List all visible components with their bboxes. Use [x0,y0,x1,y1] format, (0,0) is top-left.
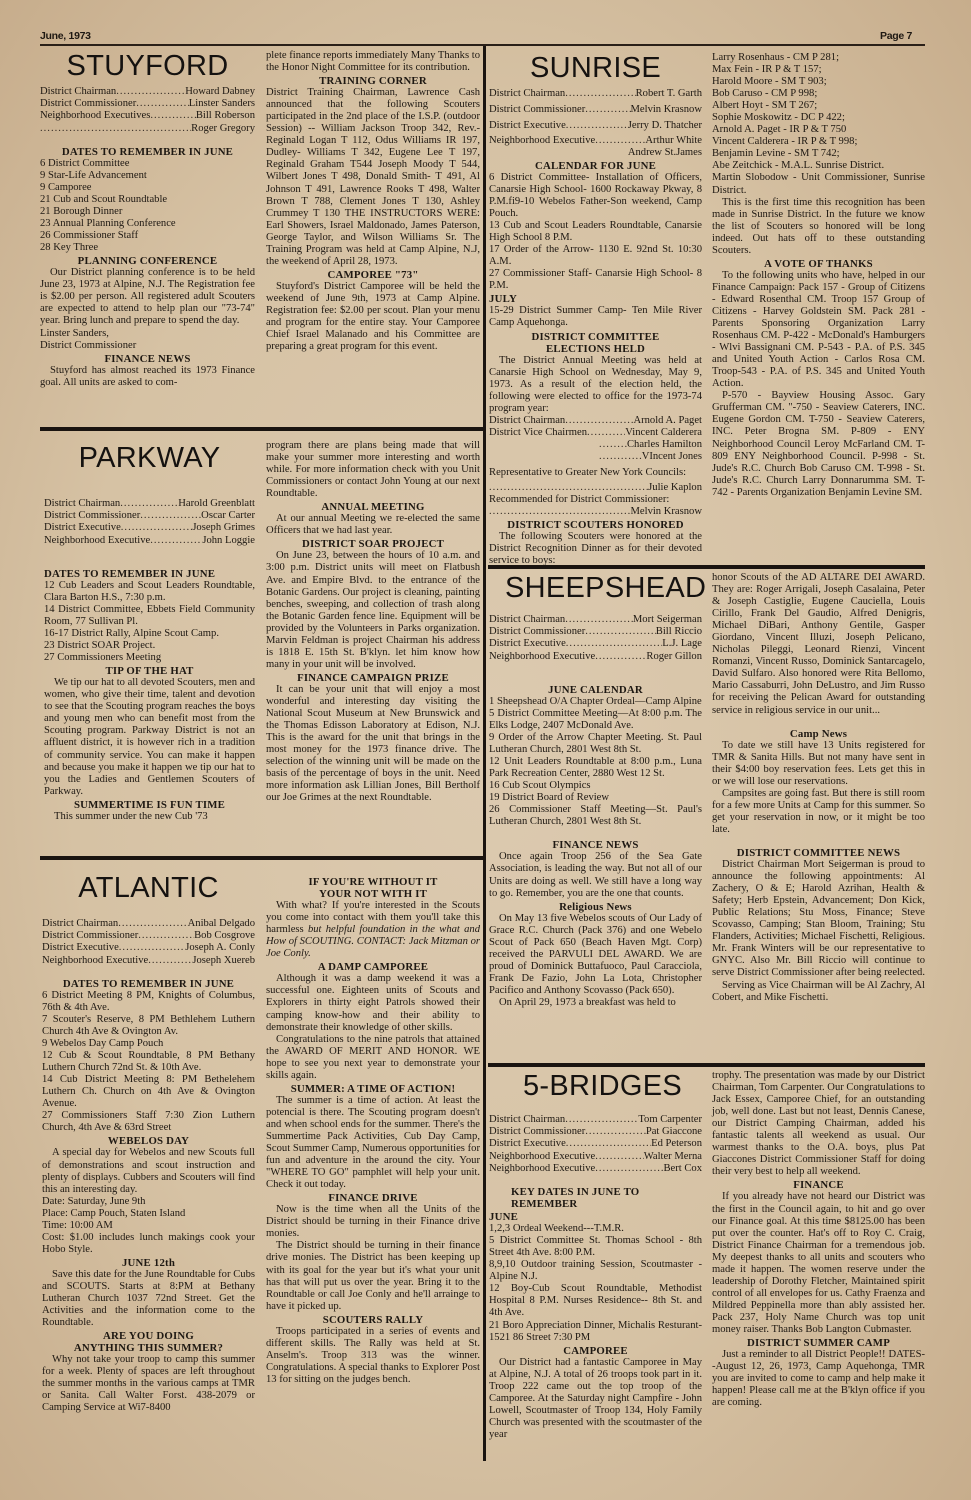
date-item: 6 District Committee [40,157,130,169]
date-item: 12 Cub Leaders and Scout Leaders Roundtable, Clara Barton H.S., 7:30 p.m. [44,579,255,603]
officer-row: District Chairman ..... Mort Seigerman [489,614,702,626]
article-text: Just a reminder to all District People!! DATES--August 12, 26, 1973, Camp Aquehonga, TMR you are invited to come to camp and help make it happen! Please call me at the B'klyn office if you are coming. [712,1349,925,1409]
section-heading: KEY DATES IN JUNE TO REMEMBER [511,1186,640,1211]
officer-row: District Commissioner ..... Melvin Krasnow [489,104,702,116]
article-text: Once again Troop 256 of the Sea Gate Association, is leading the way. But not all of our Units are doing as well. We still have a long way to go. Remember, you are the one that counts. [489,851,702,899]
section-heading: DISTRICT SUMMER CAMP [747,1337,890,1350]
section-divider [488,1063,925,1067]
date-item: 9 Webelos Day Camp Pouch [42,1038,164,1050]
article-text: program there are plans being made that will make your summer more interesting and worth while. For more information check with you Unit Commissioners or contact John Young at our next Roundtable. [266,440,480,500]
article-text: On May 13 five Webelos scouts of Our Lady of Grace R.C. Church (Pack 376) and one Webelo Scout of Pack 650 (Beach Haven Mgt. Corp) received the PARVULI DEL AWARD. We are proud of Dominick Buttafuoco, Paul Caracciola, Frank De Fazio, John La Lota, Christopher Pacifico and Anthony Scovasso (Pack 650). [489,912,702,996]
section-heading: FINANCE NEWS [552,839,639,852]
calendar-item: 19 District Board of Review [489,792,610,804]
article-text: We tip our hat to all devoted Scouters, men and women, who give their time, talent and devotion to see that the Scouting program reaches the boys and young men who can benefit most from the Scouting program. Parkway District is not an affluent district, it is however rich in a tradition of community service. You can make it happen and because you make it happen we tip our hat to you the Ladies and Gentlemen Scouters of Parkway. [44,677,255,797]
event-detail: Place: Camp Pouch, Staten Island [42,1207,186,1219]
section-heading: DATES TO REMEMBER IN JUNE [61,145,234,158]
calendar-item: 6 District Committee- Installation of Officers, Canarsie High School- 1600 Rockaway Pkway, 8 P.M.fi9-10 Webelos Father-Son weekend, Camp Pouch. [489,171,702,220]
officer-row: District Commissioner ..... Oscar Carter [44,510,255,522]
article-text: Save this date for the June Roundtable for Cubs and SCOUTS. Starts at 8:PM at Bethany Lutheran Church 1037 72nd Street. Get the Activities and the information come to the Roundtable. [42,1268,255,1329]
calendar-item: 1 Sheepshead O/A Chapter Ordeal—Camp Alpine [489,695,702,707]
section-heading: FINANCE NEWS [104,352,191,365]
officer-row: Neighborhood Executive ..... Bert Cox [489,1163,702,1175]
signature: Linster Sanders, [40,327,109,339]
section-heading: FINANCE DRIVE [328,1192,418,1205]
date-item: 21 Boro Appreciation Dinner, Michalis Resturant- 1521 86 Street 7:30 PM [489,1319,702,1343]
officer-row: District Executive ..... L.J. Lage [489,638,702,650]
page-number: Page 7 [880,30,913,42]
honored-item: Abe Zeitchick - M.A.L. Sunrise District. [712,160,885,172]
article-text: Recommended for District Commissioner: [489,493,670,505]
honored-item: Benjamin Levine - SM T 742; [712,148,840,160]
date-item: 12 Cub & Scout Roundtable, 8 PM Bethany Luthern Church 72nd St. & 10th Ave. [42,1050,255,1074]
calendar-item: 26 Commissioner Staff Meeting—St. Paul's Lutheran Church, 2801 West 8th St. [489,804,702,828]
officer-row: District Commissioner ..... Bill Riccio [489,626,702,638]
article-text: It can be your unit that will enjoy a most wonderful and interesting day visiting the National Scout Museum at New Brunswick and the Thomas Edisson Laboratory at Edison, N.J. This is the award for the unit that brings in the most money for the 1973 finance drive. The selection of the winning unit will be made on the basis of the percentage of boys in the unit. Need more information ask Lillian Jones, Bill Bertholf our Joe Grimes at the next Roundtable. [266,683,480,804]
section-heading: DISTRICT SCOUTERS HONORED [507,519,684,532]
officer-row: ..... Julie Kaplon [489,482,702,494]
section-heading: JUNE CALENDAR [548,683,643,696]
officer-row: District Chairman ..... Anibal Delgado [42,918,255,930]
honored-item: Harold Moore - SM T 903; [712,76,827,88]
section-heading: JUNE [489,1211,518,1224]
section-heading: SCOUTERS RALLY [322,1313,424,1326]
section-heading: DATES TO REMEMBER IN JUNE [62,977,235,990]
article-text: trophy. The presentation was made by our District Chairman, Tom Carpenter. Our Congratulations to Jack Essex, Camporee Chief, for an outstanding job, well done. Last but not least, Dennis Canese, our District Camping Chairman, added his fantastic talents all weekend as usual. Our warmest thanks to the O.A. boys, plus Pat Giaccones District Commissioner Staff for doing their very best to help all weekend. [712,1070,925,1178]
article-text: honor Scouts of the AD ALTARE DEI AWARD. They are: Roger Arrigali, Joseph Casalaina, Peter & Joseph Castiglie, Eugene Cauciella, Louis Cirillo, Frank Del Gaudio, Alfred Denigris, Michael DiBari, Anthony Gentile, Gasper Giordano, Vincent Illuzi, Joseph Pelicano, Nicholas Pileggi, Leonard Rienzi, Vincent Romanzi, Vincent Russo, Dominick Santarcagelo, David Sulfaro. Also honored were Rita Bellomo, Mario Cassaburri, John DeLustro, and Jim Russo for receiving the Pelican Award for outstanding service in religious service in our unit... [712,572,925,716]
date-item: 14 District Committee, Ebbets Field Community Room, 77 Sullivan Pl. [44,603,255,627]
article-text: Why not take your troop to camp this summer for a week. Plenty of spaces are left throughout the summer months in the various camps at TMR or Sanita. Call Walter Forst. 438-2079 or Camping Service at Wi7-8400 [42,1354,255,1414]
district-title: PARKWAY [78,442,221,474]
honored-item: Martin Slobodow - Unit Commissioner, Sunrise District. [712,172,925,196]
section-heading: Religious News [559,900,632,913]
issue-date: June, 1973 [40,30,91,42]
article-text: Although it was a damp weekend it was a successful one. Eighteen units of Scouts and Explorers in thirty eight Patrols showed their camping know-how and their ability to demonstrate their knowledge of other skills. [266,973,480,1033]
calendar-item: 9 Order of the Arrow Chapter Meeting. St. Paul Lutheran Church, 2801 West 8th St. [489,732,702,756]
article-text: P-570 - Bayview Housing Assoc. Gary Grufferman CM. "-750 - Seaview Caterers, INC. Eugene Gordon CM. T-750 - Seaview Caterers, INC. Peter Brogna SM. P-809 - ENY Neighborhood Council Leroy McFarland CM. T-809 ENY Neighborhood Council. P-998 - St. Jude's R.C. Church Bob Caruso CM. T-998 - St. Jude's R.C. Church Larry Donnarumma SM. T-742 - Parents Organization Benjamin Levine SM. [712,390,925,498]
officer-name: Andrew St.James [627,146,702,158]
date-item: 1,2,3 Ordeal Weekend---T.M.R. [489,1223,624,1235]
section-heading: A VOTE OF THANKS [764,257,873,270]
section-heading: ELECTIONS HELD [545,342,646,355]
date-item: 23 Annual Planning Conference [40,218,176,230]
article-text: Our District planning conference is to be held June 23, 1973 at Alpine, N.J. The Registration fee is $2.00 per person. All registered adult Scouters are expected to attend to help plan our "73-74" year. Bring lunch and prepare to spend the day. [40,267,255,327]
officer-row: District Executive ..... Ed Peterson [489,1138,702,1150]
article-text: The following Scouters were honored at the District Recognition Dinner as for their devoted service to boys: [489,531,702,567]
honored-item: Arnold A. Paget - IR P & T 750 [712,124,847,136]
date-item: 7 Scouter's Reserve, 8 PM Bethlehem Luthern Church 4th Ave & Ovington Av. [42,1013,255,1037]
article-text: If you already have not heard our District was the first in the Council again, to hit and go over our Finance goal. At this time $8125.00 has been put over the counter. Hat's off to Roy C. Craig, District Finance Chairman for a tremendous job. My deepest thanks to all units and scouters who made it happen. The women reserve under the leadership of Dorothy Fletcher, Maintained spirit control of all envelopes for us. Cathy Fraenza and Mildred Peppinella more than ably assisted her. Pack 237, Holy Name Church was top unit money raiser. Thanks Bob Langton Cubmaster. [712,1191,925,1335]
article-text: This summer under the new Cub '73 [54,810,208,822]
honored-item: Albert Hoyt - SM T 267; [712,100,818,112]
officer-row: ..... Melvin Krasnow [489,506,702,518]
officer-row: Neighborhood Executive ..... Joseph Xuereb [42,955,255,967]
article-text: This is the first time this recognition has been made in Sunrise District. In the future we know the list of Scouters so honored will be long indeed. Out hats off to these outstanding Scouters. [712,196,925,256]
article-text: To date we still have 13 Units registered for TMR & Sanita Hills. But not many have sent in their $4:00 boy reservation fees. Lets get this in or we will lose our reservations. [712,739,925,787]
section-heading: JULY [489,293,518,306]
officer-row: Neighborhood Executive ..... Roger Gillon [489,651,702,663]
officer-row: Neighborhood Executive ..... Arthur White [489,135,702,147]
article-text: On April 29, 1973 a breakfast was held to [499,996,676,1008]
honored-item: Max Fein - IR P & T 157; [712,64,822,76]
section-heading: CAMPOREE "73" [327,268,419,281]
date-item: 28 Key Three [40,242,99,254]
officer-row: ..... VIncent Jones [489,451,702,463]
officer-row: ..... Charles Hamilton [489,439,702,451]
section-heading: DATES TO REMEMBER IN JUNE [44,567,216,580]
date-item: 5 District Committee St. Thomas School - 8th Street 4th Ave. 8:00 P.M. [489,1235,702,1259]
section-heading: A DAMP CAMPOREE [317,961,429,974]
article-text: The District should be turning in their finance drive monies. The District has been keeping up with its goal for the year but it's what your unit has that will put us over the year. Bring it to the Roundtable or call Joe Conly and he'll arrainge to have it picked up. [266,1240,480,1312]
date-item: 9 Camporee [40,181,92,193]
article-text: At our annual Meeting we re-elected the same Officers that we had last year. [266,513,480,537]
section-heading: WEBELOS DAY [107,1135,190,1148]
center-column-rule [483,46,486,1461]
article-text: District Chairman Mort Seigerman is proud to announce the following appointments: Al Zachery, O & E; Harold Azrihan, Health & Safety; Herb Epstein, Advancement; Don Kick, Public Relations; Stu Moss, Finance; Steve Scovasso, Camping; Stan Bloom, Training; Stu Flanders, Activities; Michael Fischetti, Religious. Mr. Frank Winters will be our representative to GNYC. Also Mr. Bill Riccio will continue to serve District Commissioner after being reelected. [712,859,925,979]
officer-row: Neighborhood Executives ..... Bill Roberson [40,110,255,122]
date-item: 21 Borough Dinner [40,206,123,218]
section-heading: SUMMER: A TIME OF ACTION! [290,1082,456,1095]
event-detail: Cost: $1.00 includes lunch makings cook your Hobo Style. [42,1231,255,1255]
date-item: 27 Commissioners Meeting [44,652,162,664]
date-item: 8,9,10 Outdoor training Session, Scoutmaster - Alpine N.J. [489,1259,702,1283]
officer-row: District Commissioner ..... Linster Sanders [40,98,255,110]
officer-row: District Executive ..... Joseph A. Conly [42,942,255,954]
article-text: The summer is a time of action. At least the potencial is there. The Scouting program doesn't and when school ends for the summer. There's the Summertime Pack Activities, Cub Day Camp, Scout Summer Camp, Numerous opportunities for fun and adventure in the around the city. Your "WHERE TO GO" pamphlet will help your unit. Check it out today. [266,1094,480,1191]
section-heading: DISTRICT SOAR PROJECT [302,538,444,551]
date-item: 26 Commissioner Staff [40,230,139,242]
section-heading: TRAINING CORNER [319,75,427,88]
section-heading: Camp News [789,727,848,740]
officer-row: District Chairman ..... Tom Carpenter [489,1114,702,1126]
officer-row: District Commissioner ..... Pat Giaccone [489,1126,702,1138]
date-item: 9 Star-Life Advancement [40,169,147,181]
article-text: Stuyford has almost reached its 1973 Finance goal. All units are asked to com- [40,364,255,388]
date-item: 27 Commissioners Staff 7:30 Zion Luthern Church, 4th Ave & 63rd Street [42,1110,255,1134]
date-item: 23 District SOAR Project. [44,640,156,652]
honored-item: Bob Caruso - CM P 998; [712,88,818,100]
event-detail: Time: 10:00 AM [42,1219,113,1231]
officer-row: District Commissioner ..... Bob Cosgrove [42,930,255,942]
date-item: 12 Boy-Cub Scout Roundtable, Methodist Hospital 8 P.M. Nurses Residence-- 8th St. and 4th Ave. [489,1283,702,1319]
article-text: Serving as Vice Chairman will be Al Zachry, Al Cobert, and Mike Fischetti. [712,979,925,1003]
date-item: 21 Cub and Scout Roundtable [40,194,168,205]
calendar-item: 5 District Committee Meeting—At 8:00 p.m. The Elks Lodge, 2407 McDonald Ave. [489,707,702,731]
section-heading: CALENDAR FOR JUNE [535,159,656,172]
officer-row: District Chairman ..... Robert T. Garth [489,88,702,100]
article-text: Our District had a fantastic Camporee in May at Alpine, N.J. A total of 26 troops took part in it. Troop 222 came out the top troop of the Camporee. At the Saturday night Campfire - John Lowell, Scoutmaster of Troop 134, Holy Family Church was presented with the scoutmaster of the year [489,1356,702,1440]
article-text: On June 23, between the hours of 10 a.m. and 3:00 p.m. District units will meet on Flatbush Ave. and Empire Blvd. to the entrance of the Botanic Gardens. Our project is cleaning, painting benches, sweeping, and collection of trash along the Botanic Garden fence line. Equipment will be provided by the Volunteers in Parks organization. Marvin Feldman is project Chairman his address is 1818 E. 15th St. B'klyn. let him know how many in your unit will be involved. [266,550,480,670]
honored-item: Vincent Calderera - IR P & T 998; [712,136,858,148]
article-text: Stuyford's District Camporee will be held the weekend of June 9th, 1973 at Camp Alpine. Registration fee: $2.00 per scout. Plan your menu and program for the entire stay. Your Camporee Chief Israel Malanado and his Committee are preparing a great program for this event. [266,280,480,353]
section-heading: DISTRICT COMMITTEE [531,330,660,343]
district-title: STUYFORD [66,50,229,82]
officer-row: District Executive ..... Joseph Grimes [44,522,255,534]
section-heading: IF YOU'RE WITHOUT IT [308,876,438,888]
section-heading: TIP OF THE HAT [105,665,194,678]
article-text: With what? If you're interested in the Scouts you come into contact with them you'll take this harmless but helpful foundation in the what and How of SCOUTING. CONTACT: Jack Mitzman or Joe Conly. [266,900,481,960]
section-heading: YOUR NOT WITH IT [318,888,428,901]
calendar-item: 27 Commissioner Staff- Canarsie High School- 8 P.M. [489,268,702,292]
district-title: SHEEPSHEAD [505,572,707,604]
officer-row: Neighborhood Executive ..... Walter Merna [489,1151,702,1163]
section-heading: ANNUAL MEETING [321,501,425,514]
officer-row: District Chairman ..... Arnold A. Paget [489,415,702,427]
section-heading: FINANCE CAMPAIGN PRIZE [297,671,449,684]
date-item: 16-17 District Rally, Alpine Scout Camp. [44,628,219,640]
section-heading: DISTRICT COMMITTEE NEWS [736,846,901,859]
article-text: plete finance reports immediately Many Thanks to the Honor Night Committee for its contribution. [266,50,480,74]
honored-item: Larry Rosenhaus - CM P 281; [712,52,840,63]
section-heading: ARE YOU DOING [103,1330,194,1343]
article-text: Representative to Greater New York Councils: [489,466,687,478]
calendar-item: 12 Unit Leaders Roundtable at 8:00 p.m., Luna Park Recreation Center, 2880 West 12 St. [489,756,702,780]
officer-row: District Chairman ..... Howard Dabney [40,86,255,98]
section-divider [40,856,483,860]
calendar-item: 16 Cub Scout Olympics [489,780,591,792]
section-heading: ANYTHING THIS SUMMER? [73,1342,224,1355]
article-text: Congratulations to the nine patrols that attained the AWARD OF MERIT AND HONOR. WE hope to see you next year to demonstrate your skills again. [266,1033,480,1081]
calendar-item: 13 Cub and Scout Leaders Roundtable, Canarsie High School 8 P.M. [489,220,702,244]
officer-row: District Vice Chairmen ..... Vincent Calderera [489,427,702,439]
officer-row: ..... Roger Gregory [40,123,255,135]
section-heading: FINANCE [793,1179,844,1192]
date-item: 6 District Meeting 8 PM, Knights of Columbus, 76th & 4th Ave. [42,989,255,1013]
calendar-item: 15-29 District Summer Camp- Ten Mile River Camp Aquehonga. [489,305,702,329]
section-heading: PLANNING CONFERENCE [77,255,218,268]
district-title: 5-BRIDGES [523,1070,683,1102]
honored-item: Sophie Moskowitz - DC P 422; [712,112,845,124]
article-text: A special day for Webelos and new Scouts full of demonstrations and scout instruction and plenty of displays. Cubbers and Scouters will find this an interesting day. [42,1147,255,1195]
date-item: 14 Cub District Meeting 8: PM Bethelehem Luthern Ch. Church on 4th Ave & Ovington Avenue. [42,1074,255,1110]
article-text: Now is the time when all the Units of the District should be turning in their Finance drive monies. [266,1204,480,1240]
article-text: Troops participated in a series of events and different skills. The Rally was held at St. Anselm's. Troop 313 was the winner. Congratulations. A special thanks to Explorer Post 13 for sitting on the judges bench. [266,1325,480,1385]
event-detail: Date: Saturday, June 9th [42,1195,146,1207]
section-divider [40,427,483,431]
calendar-item: 17 Order of the Arrow- 1130 E. 92nd St. 10:30 A.M. [489,244,702,268]
district-title: ATLANTIC [78,872,219,904]
section-heading: CAMPOREE [563,1344,628,1357]
officer-row: District Chairman ..... Harold Greenblatt [44,498,255,510]
section-heading: JUNE 12th [121,1256,176,1269]
article-text: The District Annual Meeting was held at Canarsie High School on Wednesday, May 9, 1973. As a result of the election held, the following were elected to office for the 1973-74 program year: [489,354,702,414]
article-text: District Training Chairman, Lawrence Cash announced that the following Scouters participated in the 2nd place of the I.S.P. (outdoor Session) -- William Jackson Troop 342, Rev.- Reginald Logan T 112, Odus Williams IR 197, Dudley- Williams T 342, Eugene Lee T 197, Reginald Graham T544 Joseph Moody T 544, Wilbert Jones T 498, Donald Smith- T 491, Al Johnson T 491, Lawrence Rooks T 498, Walter Brown T 788, Clement Jones T 130, Ashley Crummey T 130 THE INSTRUCTORS WERE: Earl Showers, Israel Maldonado, James Paterson, George Taylor, and Wilson Williams Sr. The Training Program was held at Camp Alpine, N.J, the weekend of April 28, 1973. [266,87,480,267]
officer-row: District Executive ..... Jerry D. Thatcher [489,120,702,132]
article-text: Campsites are going fast. But there is still room for a few more Units at Camp for this summer. So get your reservation in now, or it might be too late. [712,787,925,835]
signature-title: District Commissioner [40,339,137,351]
section-heading: SUMMERTIME IS FUN TIME [73,798,226,811]
officer-row: Neighborhood Executive ..... John Loggie [44,535,255,547]
district-title: SUNRISE [529,52,661,84]
article-text: To the following units who have, helped in our Finance Campaign: Pack 157 - Group of Citizens - Edward Rosenthal CM. Troop 157 Group of Citizens - Harvey Goldstein SM. Pack 281 - Parents Sponsoring Organization Larry Rosenhaus CM. P-422 - McDonald's Hamburgers - Wlvi Bassignani CM. P-543 - P.A. of P.S. 345 and United Youth Action - Carlos Rosa CM. Troop-543 - P.A. of P.S. 345 and United Youth Action. [712,269,925,390]
